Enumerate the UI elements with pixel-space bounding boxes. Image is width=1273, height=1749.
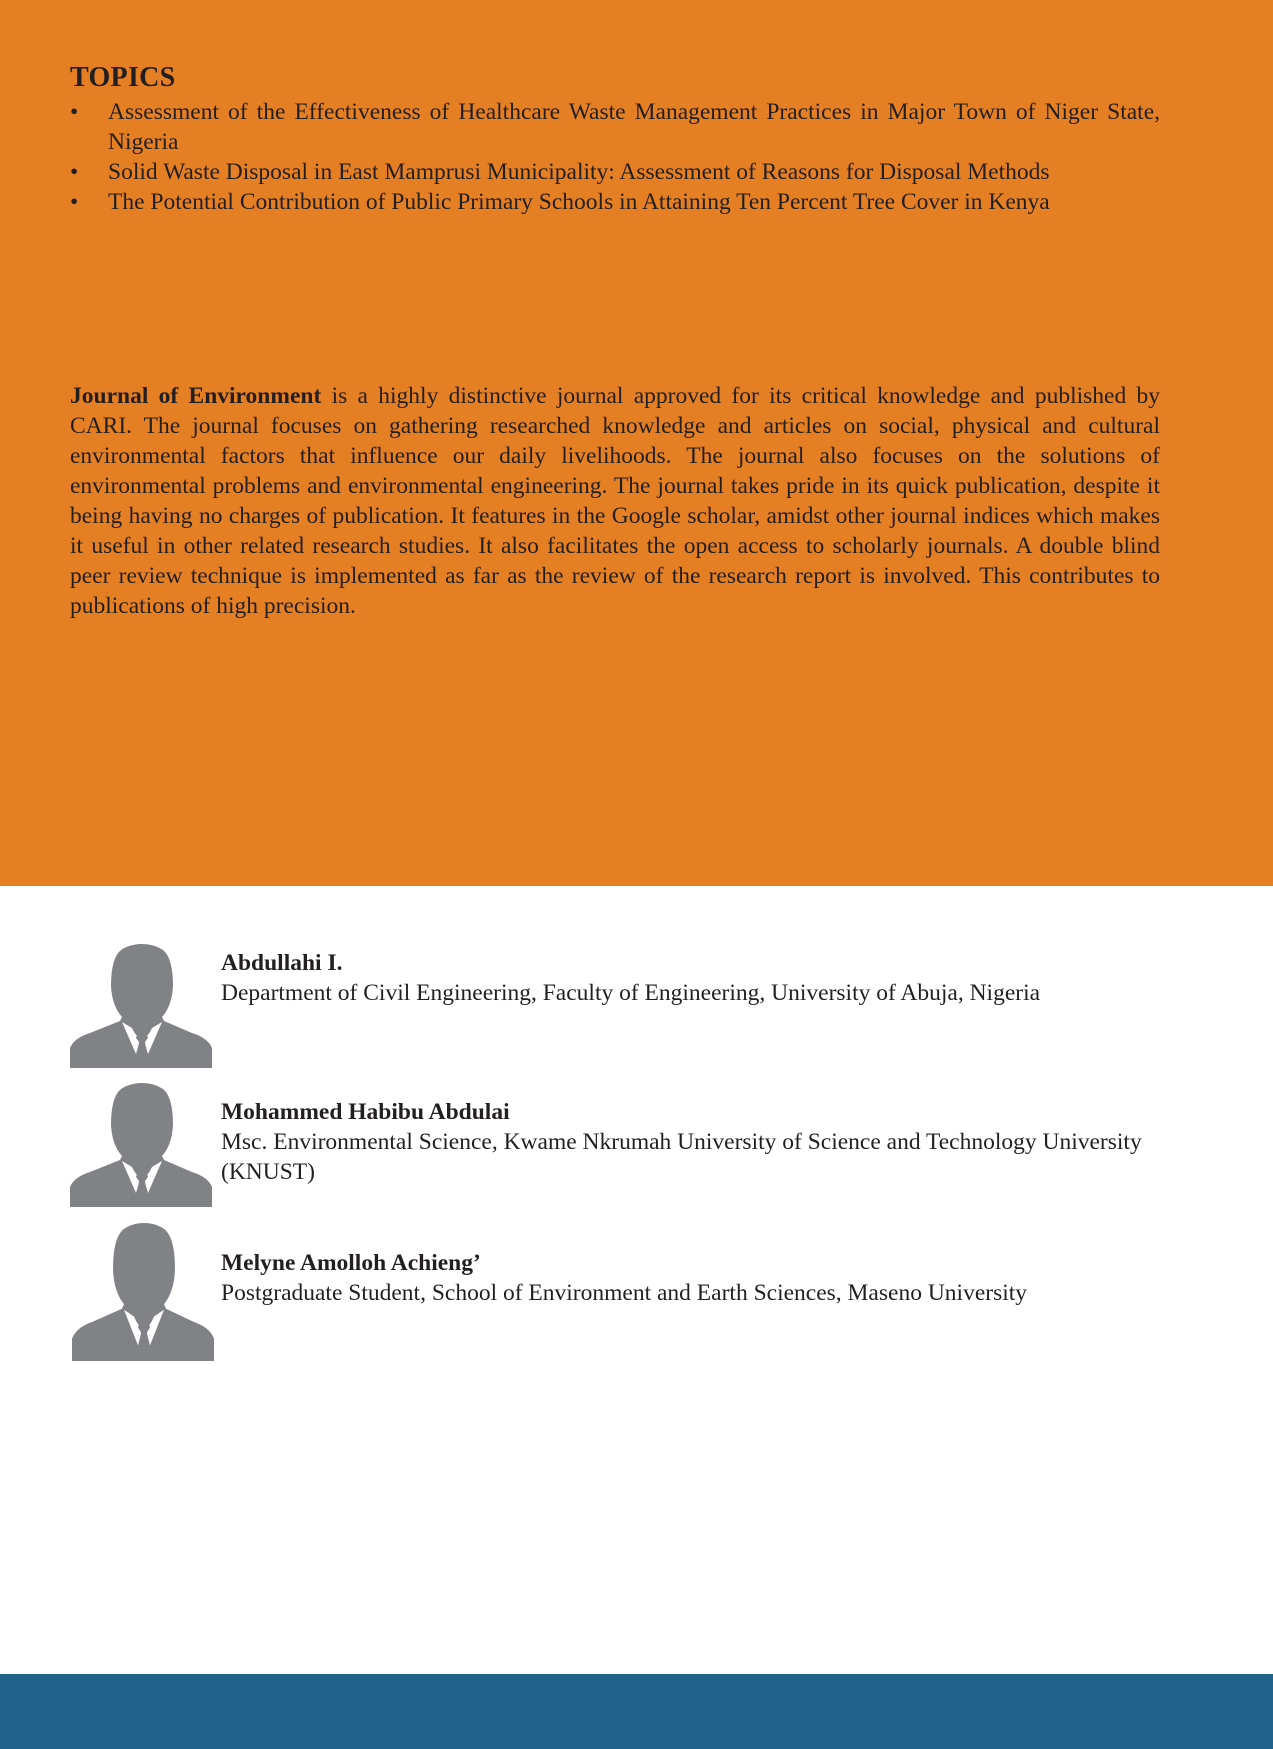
- journal-name: Journal of Environment: [70, 383, 322, 409]
- author-affiliation: Msc. Environmental Science, Kwame Nkrumah University of Science and Technology University (KNUST): [221, 1129, 1142, 1185]
- author-entry: [70, 944, 1220, 1074]
- author-text: [221, 1083, 1181, 1187]
- person-silhouette-icon: [70, 1083, 212, 1207]
- blue-footer-band: [0, 1674, 1273, 1749]
- author-affiliation: Postgraduate Student, School of Environment and Earth Sciences, Maseno University: [221, 1280, 1028, 1306]
- author-text: [221, 1223, 1181, 1308]
- topic-item: • Assessment of the Effectiveness of Healthcare Waste Management Practices in Major Town of Niger State, Nigeria: [70, 97, 1160, 157]
- person-silhouette-icon: [70, 944, 212, 1068]
- author-entry: [70, 1223, 1220, 1353]
- author-name: Melyne Amolloh Achieng’: [221, 1250, 481, 1276]
- person-silhouette-icon: [72, 1223, 214, 1361]
- author-name: Mohammed Habibu Abdulai: [221, 1099, 510, 1125]
- topics-list: [70, 97, 1160, 217]
- topics-heading: TOPICS: [70, 62, 176, 93]
- author-text: [221, 944, 1181, 1008]
- topic-item: • The Potential Contribution of Public Primary Schools in Attaining Ten Percent Tree Cover in Kenya: [70, 187, 1160, 217]
- journal-description-text: is a highly distinctive journal approved for its critical knowledge and published by CARI. The journal focuses on gathering researched knowledge and articles on social, physical and cultural environmental factors that influence our daily livelihoods. The journal also focuses on the solutions of environmental problems and environmental engineering. The journal takes pride in its quick publication, despite it being having no charges of publication. It features in the Google scholar, amidst other journal indices which makes it useful in other related research studies. It also facilitates the open access to scholarly journals. A double blind peer review technique is implemented as far as the review of the research report is involved. This contributes to publications of high precision.: [70, 383, 1160, 619]
- author-affiliation: Department of Civil Engineering, Faculty of Engineering, University of Abuja, Nigeria: [221, 980, 1041, 1006]
- topic-item: • Solid Waste Disposal in East Mamprusi Municipality: Assessment of Reasons for Disposal Methods: [70, 157, 1160, 187]
- journal-description: [70, 381, 1160, 621]
- author-name: Abdullahi I.: [221, 950, 343, 976]
- author-entry: [70, 1083, 1220, 1213]
